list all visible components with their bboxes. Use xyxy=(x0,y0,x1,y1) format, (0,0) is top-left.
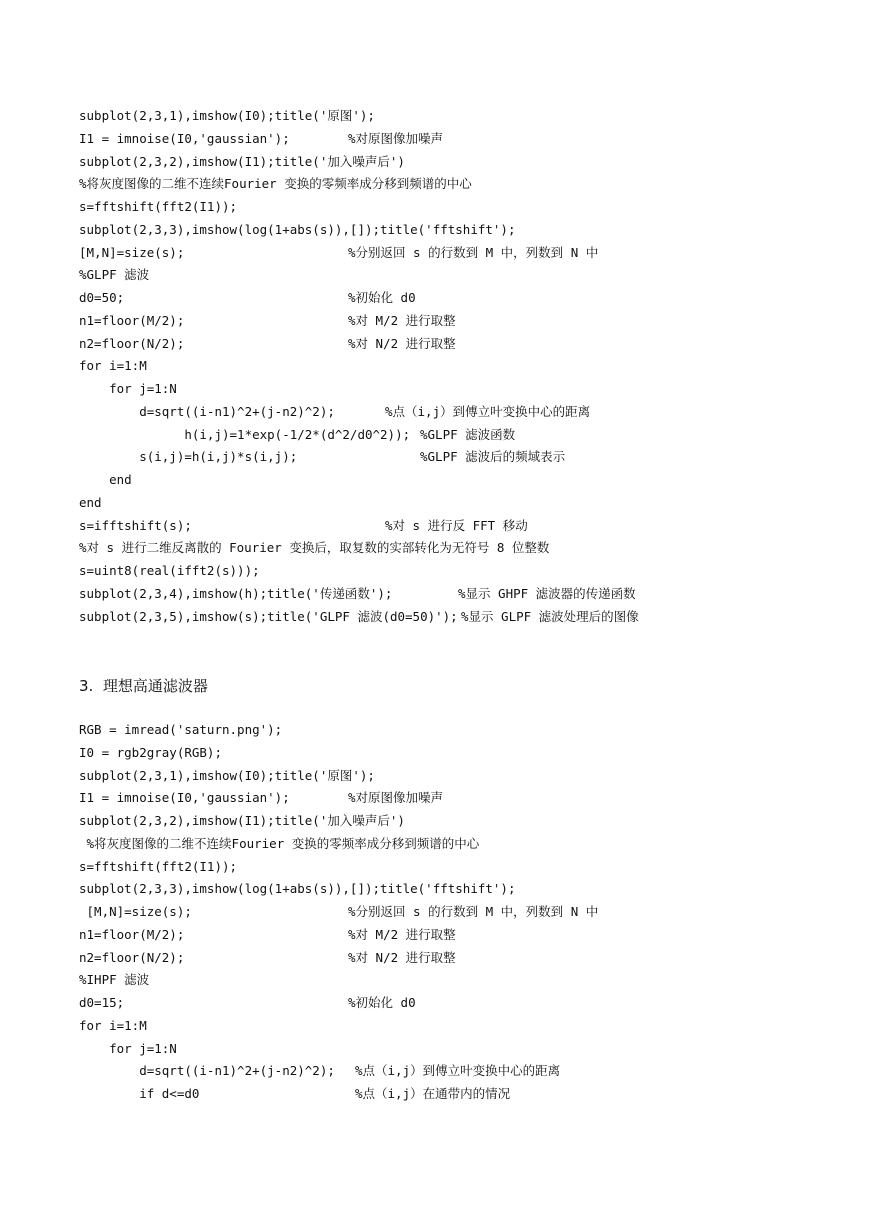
code-text: subplot(2,3,1),imshow(I0);title('原图'); xyxy=(79,108,375,123)
code-comment: %点（i,j）到傅立叶变换中心的距离 xyxy=(385,404,591,419)
section-heading: 3. 理想高通滤波器 xyxy=(79,677,208,695)
code-text: %IHPF 滤波 xyxy=(79,972,150,987)
code-text: I1 = imnoise(I0,'gaussian'); xyxy=(79,790,290,805)
code-comment: %对 N/2 进行取整 xyxy=(348,950,456,965)
code-comment: %对 M/2 进行取整 xyxy=(348,927,456,942)
code-text: for i=1:M xyxy=(79,358,147,373)
code-text: n2=floor(N/2); xyxy=(79,950,185,965)
code-text: for j=1:N xyxy=(79,381,177,396)
code-text: n2=floor(N/2); xyxy=(79,336,185,351)
code-text: d=sqrt((i-n1)^2+(j-n2)^2); xyxy=(79,1063,335,1078)
code-text: I1 = imnoise(I0,'gaussian'); xyxy=(79,131,290,146)
code-comment: %对 M/2 进行取整 xyxy=(348,313,456,328)
code-comment: %分别返回 s 的行数到 M 中，列数到 N 中 xyxy=(348,245,599,260)
code-comment: %GLPF 滤波后的频域表示 xyxy=(420,449,566,464)
code-text: s=uint8(real(ifft2(s))); xyxy=(79,563,260,578)
code-text: subplot(2,3,2),imshow(I1);title('加入噪声后') xyxy=(79,813,405,828)
code-text: %对 s 进行二维反离散的 Fourier 变换后，取复数的实部转化为无符号 8 位整数 xyxy=(79,540,550,555)
code-comment: %对 s 进行反 FFT 移动 xyxy=(385,518,528,533)
code-text: if d<=d0 xyxy=(79,1086,200,1101)
code-comment: %点（i,j）到傅立叶变换中心的距离 xyxy=(355,1063,561,1078)
code-text: h(i,j)=1*exp(-1/2*(d^2/d0^2)); xyxy=(79,427,411,442)
code-text: subplot(2,3,1),imshow(I0);title('原图'); xyxy=(79,768,375,783)
code-comment: %初始化 d0 xyxy=(348,290,416,305)
code-text: for j=1:N xyxy=(79,1041,177,1056)
code-text: s=fftshift(fft2(I1)); xyxy=(79,859,238,874)
code-text: n1=floor(M/2); xyxy=(79,313,185,328)
code-text: %GLPF 滤波 xyxy=(79,267,150,282)
code-text: subplot(2,3,5),imshow(s);title('GLPF 滤波(d0=50)'); xyxy=(79,609,458,624)
code-text: [M,N]=size(s); xyxy=(79,904,192,919)
code-text: subplot(2,3,3),imshow(log(1+abs(s)),[]);title('fftshift'); xyxy=(79,222,516,237)
code-text: s=ifftshift(s); xyxy=(79,518,192,533)
code-comment: %初始化 d0 xyxy=(348,995,416,1010)
code-text: d0=50; xyxy=(79,290,125,305)
code-text: s=fftshift(fft2(I1)); xyxy=(79,199,238,214)
code-comment: %GLPF 滤波函数 xyxy=(420,427,516,442)
code-text: subplot(2,3,2),imshow(I1);title('加入噪声后') xyxy=(79,154,405,169)
code-comment: %对原图像加噪声 xyxy=(348,131,444,146)
code-text: d=sqrt((i-n1)^2+(j-n2)^2); xyxy=(79,404,335,419)
code-text: end xyxy=(79,495,102,510)
code-text: RGB = imread('saturn.png'); xyxy=(79,722,283,737)
code-comment: %对原图像加噪声 xyxy=(348,790,444,805)
code-text: %将灰度图像的二维不连续Fourier 变换的零频率成分移到频谱的中心 xyxy=(79,176,472,191)
code-comment: %显示 GHPF 滤波器的传递函数 xyxy=(458,586,636,601)
code-text: subplot(2,3,3),imshow(log(1+abs(s)),[]);title('fftshift'); xyxy=(79,881,516,896)
code-comment: %点（i,j）在通带内的情况 xyxy=(355,1086,511,1101)
code-text: [M,N]=size(s); xyxy=(79,245,185,260)
code-text: subplot(2,3,4),imshow(h);title('传递函数'); xyxy=(79,586,393,601)
code-comment: %分别返回 s 的行数到 M 中，列数到 N 中 xyxy=(348,904,599,919)
code-text: I0 = rgb2gray(RGB); xyxy=(79,745,222,760)
code-text: s(i,j)=h(i,j)*s(i,j); xyxy=(79,449,298,464)
code-text: for i=1:M xyxy=(79,1018,147,1033)
code-text: %将灰度图像的二维不连续Fourier 变换的零频率成分移到频谱的中心 xyxy=(79,836,480,851)
code-comment: %显示 GLPF 滤波处理后的图像 xyxy=(461,609,639,624)
code-text: n1=floor(M/2); xyxy=(79,927,185,942)
code-text: end xyxy=(79,472,132,487)
code-comment: %对 N/2 进行取整 xyxy=(348,336,456,351)
code-text: d0=15; xyxy=(79,995,125,1010)
